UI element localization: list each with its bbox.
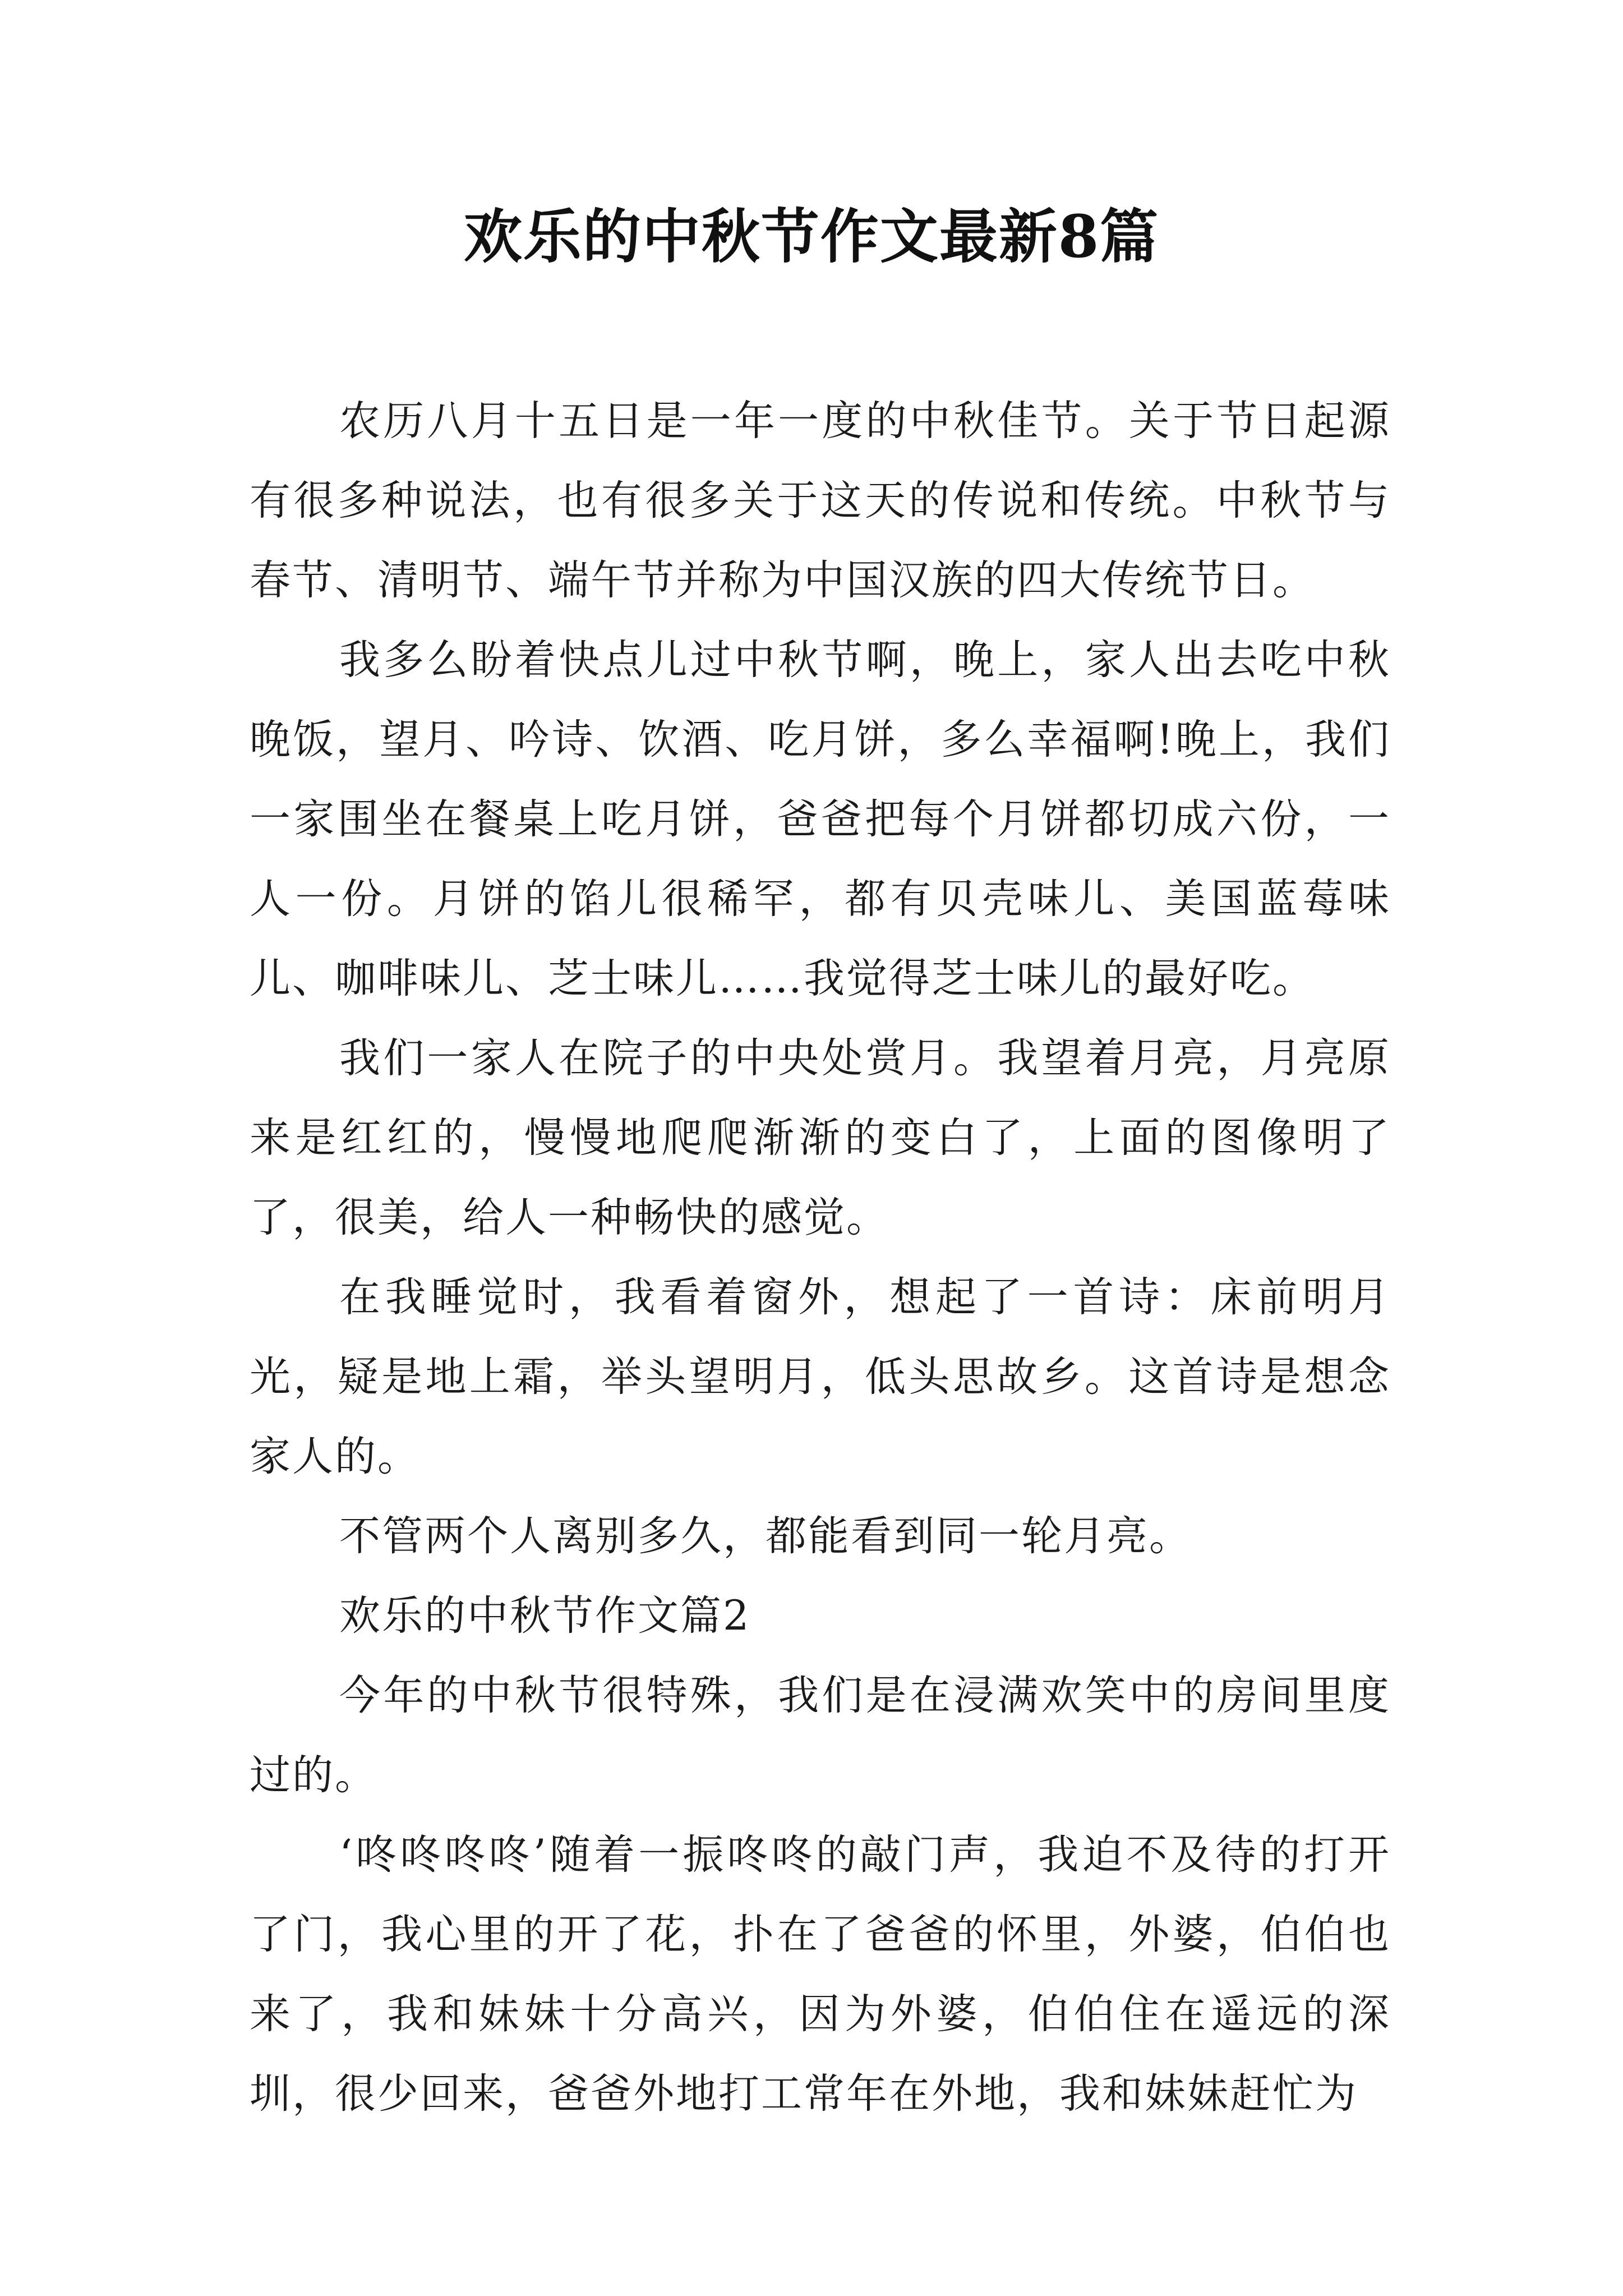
paragraph-3: 我们一家人在院子的中央处赏月。我望着月亮，月亮原来是红红的，慢慢地爬爬渐渐的变白了，上面的图像明了了，很美，给人一种畅快的感觉。: [250, 1034, 1391, 1241]
paragraph-5: 不管两个人离别多久，都能看到同一轮月亮。: [339, 1512, 1192, 1560]
paragraph-4: 在我睡觉时，我看着窗外，想起了一首诗：床前明月光，疑是地上霜，举头望明月，低头思故乡。这首诗是想念家人的。: [250, 1273, 1391, 1480]
document-title: 欢乐的中秋节作文最新8篇: [463, 202, 1160, 271]
paragraph-6: 今年的中秋节很特殊，我们是在浸满欢笑中的房间里度过的。: [250, 1672, 1391, 1799]
paragraph-7: ‘咚咚咚咚’随着一振咚咚的敲门声，我迫不及待的打开了门，我心里的开了花，扑在了爸爸的怀里，外婆，伯伯也来了，我和妹妹十分高兴，因为外婆，伯伯住在遥远的深圳，很少回来，爸爸外地打工常年在外地，我和妹妹赶忙为: [250, 1831, 1391, 2118]
document-body: [250, 381, 1391, 2134]
section-heading-2: 欢乐的中秋节作文篇2: [339, 1592, 751, 1640]
paragraph-1: 农历八月十五日是一年一度的中秋佳节。关于节日起源有很多种说法，也有很多关于这天的传说和传统。中秋节与春节、清明节、端午节并称为中国汉族的四大传统节日。: [250, 397, 1391, 604]
paragraph-2: 我多么盼着快点儿过中秋节啊，晚上，家人出去吃中秋晚饭，望月、吟诗、饮酒、吃月饼，多么幸福啊!晚上，我们一家围坐在餐桌上吃月饼，爸爸把每个月饼都切成六份，一人一份。月饼的馅儿很稀罕，都有贝壳味儿、美国蓝莓味儿、咖啡味儿、芝士味儿……我觉得芝士味儿的最好吃。: [250, 636, 1391, 1002]
